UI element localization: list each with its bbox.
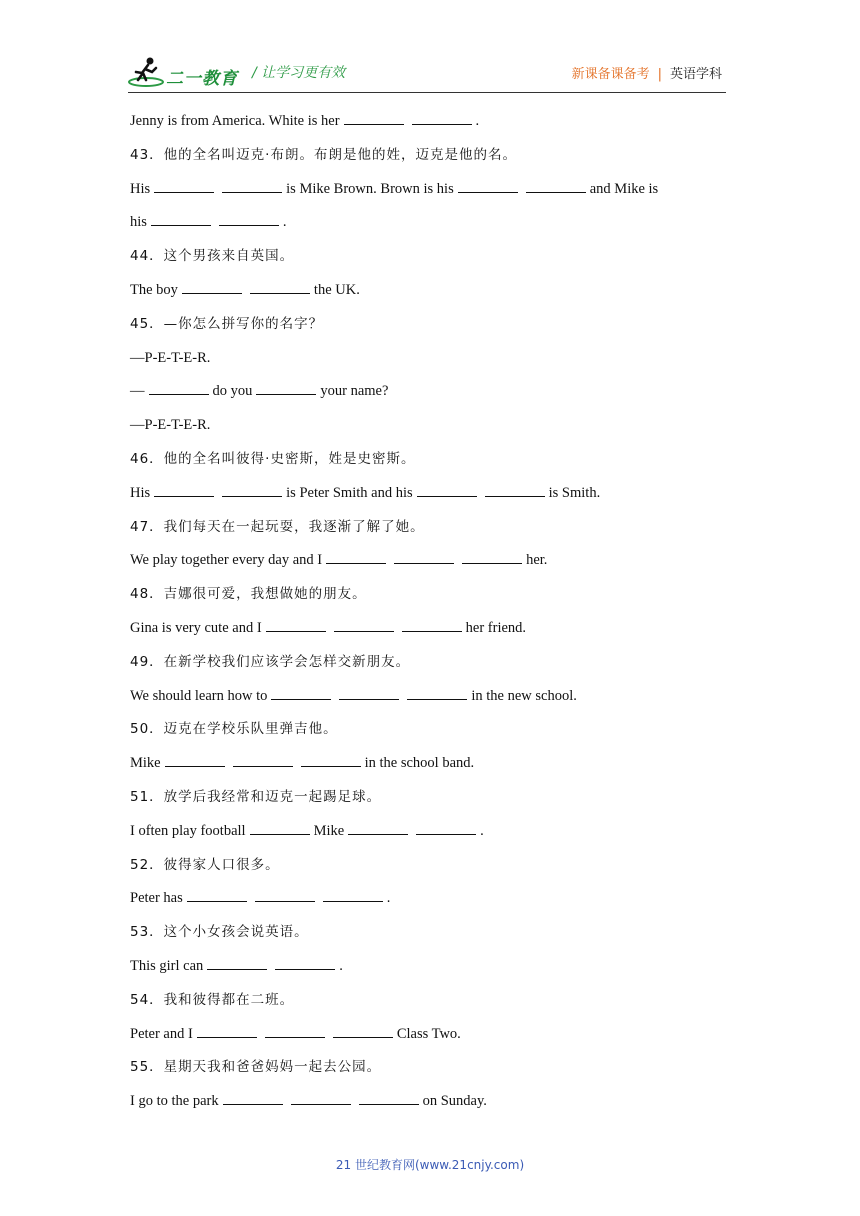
sentence-text: —P-E-T-E-R. — [130, 417, 211, 434]
sentence-text: We play together every day and I — [130, 552, 323, 569]
answer-blank[interactable] — [407, 685, 467, 700]
answer-blank[interactable] — [265, 1023, 325, 1038]
question-prompt: 44．这个男孩来自英国。 — [130, 248, 295, 265]
answer-blank[interactable] — [485, 482, 545, 497]
answer-blank[interactable] — [271, 685, 331, 700]
answer-blank[interactable] — [182, 279, 242, 294]
header-rule — [128, 92, 726, 93]
question-prompt: 49．在新学校我们应该学会怎样交新朋友。 — [130, 653, 411, 670]
answer-blank[interactable] — [219, 211, 279, 226]
sentence-text: . — [475, 113, 480, 129]
sentence-text: is Peter Smith and his — [286, 484, 413, 501]
sentence-text: This girl can — [130, 957, 204, 974]
sentence-text: — — [130, 383, 145, 400]
question-prompt: 50．迈克在学校乐队里弹吉他。 — [130, 721, 338, 738]
course-label: 新课备课备考 — [571, 67, 650, 82]
answer-line — [130, 108, 730, 142]
question-prompt: 54．我和彼得都在二班。 — [130, 991, 295, 1008]
question-prompt: 43．他的全名叫迈克·布朗。布朗是他的姓，迈克是他的名。 — [130, 146, 517, 163]
answer-blank[interactable] — [223, 1090, 283, 1105]
sentence-text: do you — [212, 383, 253, 400]
question-prompt: 48．吉娜很可爱，我想做她的朋友。 — [130, 586, 367, 603]
answer-blank[interactable] — [334, 617, 394, 632]
answer-blank[interactable] — [154, 178, 214, 193]
sentence-text: The boy — [130, 281, 178, 298]
question-list — [130, 108, 730, 1122]
sentence-text: His — [130, 180, 151, 197]
slogan: / 让学习更有效 — [252, 65, 346, 81]
answer-blank[interactable] — [197, 1023, 257, 1038]
answer-blank[interactable] — [250, 279, 310, 294]
sentence-text: I go to the park — [130, 1093, 219, 1110]
sentence-text: Peter and I — [130, 1025, 193, 1042]
sentence-text: and Mike is — [589, 180, 659, 197]
answer-line — [130, 378, 730, 412]
sentence-text: Mike — [313, 822, 345, 839]
answer-blank[interactable] — [233, 752, 293, 767]
answer-line — [130, 1088, 730, 1122]
subject-label — [572, 63, 722, 82]
sentence-text: We should learn how to — [130, 687, 268, 704]
answer-blank[interactable] — [348, 820, 408, 835]
sentence-text: is Smith. — [548, 484, 601, 501]
logo-text: 二一教育 — [166, 69, 238, 89]
answer-blank[interactable] — [187, 887, 247, 902]
logo — [128, 56, 248, 90]
answer-blank[interactable] — [255, 887, 315, 902]
answer-blank[interactable] — [417, 482, 477, 497]
sentence-text: Peter has — [130, 890, 183, 907]
answer-blank[interactable] — [151, 211, 211, 226]
question-prompt: 51．放学后我经常和迈克一起踢足球。 — [130, 788, 382, 805]
answer-line — [130, 480, 730, 514]
answer-line — [130, 818, 730, 852]
answer-blank[interactable] — [412, 110, 472, 125]
answer-line — [130, 953, 730, 987]
sentence-text: his — [130, 214, 147, 231]
page-header — [128, 52, 728, 92]
runner-logo-icon — [128, 56, 164, 88]
subject-name: 英语学科 — [669, 67, 722, 82]
answer-blank[interactable] — [291, 1090, 351, 1105]
answer-blank[interactable] — [394, 549, 454, 564]
answer-blank[interactable] — [323, 887, 383, 902]
answer-line — [130, 176, 730, 210]
answer-blank[interactable] — [256, 380, 316, 395]
sentence-text: on Sunday. — [422, 1093, 487, 1110]
answer-blank[interactable] — [326, 549, 386, 564]
page-footer: 21 世纪教育网(www.21cnjy.com) — [335, 1158, 525, 1172]
answer-line — [130, 277, 730, 311]
answer-line — [130, 547, 730, 581]
sentence-text: your name? — [320, 383, 389, 400]
question-prompt: 55．星期天我和爸爸妈妈一起去公园。 — [130, 1059, 382, 1076]
sentence-text: I often play football — [130, 822, 246, 839]
answer-blank[interactable] — [359, 1090, 419, 1105]
answer-blank[interactable] — [207, 955, 267, 970]
answer-blank[interactable] — [154, 482, 214, 497]
answer-blank[interactable] — [222, 482, 282, 497]
answer-blank[interactable] — [402, 617, 462, 632]
answer-blank[interactable] — [526, 178, 586, 193]
question-prompt: 45．—你怎么拼写你的名字？ — [130, 315, 324, 332]
answer-line — [130, 345, 730, 379]
answer-line — [130, 209, 730, 243]
sentence-text: in the new school. — [471, 687, 577, 704]
answer-blank[interactable] — [301, 752, 361, 767]
answer-blank[interactable] — [462, 549, 522, 564]
sentence-text: . — [480, 822, 484, 839]
sentence-text: her. — [526, 552, 548, 569]
answer-line — [130, 615, 730, 649]
answer-line — [130, 885, 730, 919]
answer-blank[interactable] — [333, 1023, 393, 1038]
question-prompt: 53．这个小女孩会说英语。 — [130, 924, 309, 941]
sentence-text: —P-E-T-E-R. — [130, 349, 211, 366]
answer-blank[interactable] — [222, 178, 282, 193]
sentence-text: Jenny is from America. White is her — [130, 113, 340, 129]
header-separator: | — [657, 67, 662, 82]
sentence-text: the UK. — [313, 281, 360, 298]
sentence-text: Mike — [130, 755, 161, 772]
sentence-text: her friend. — [465, 619, 527, 636]
answer-line — [130, 683, 730, 717]
answer-blank[interactable] — [416, 820, 476, 835]
answer-line — [130, 412, 730, 446]
answer-blank[interactable] — [250, 820, 310, 835]
sentence-text: Class Two. — [396, 1025, 461, 1042]
sentence-text: . — [282, 214, 287, 231]
answer-blank[interactable] — [165, 752, 225, 767]
answer-blank[interactable] — [275, 955, 335, 970]
answer-blank[interactable] — [458, 178, 518, 193]
sentence-text: . — [386, 890, 391, 907]
question-prompt: 52．彼得家人口很多。 — [130, 856, 280, 873]
sentence-text: . — [339, 957, 343, 974]
answer-line — [130, 1021, 730, 1055]
answer-blank[interactable] — [149, 380, 209, 395]
answer-blank[interactable] — [339, 685, 399, 700]
answer-blank[interactable] — [266, 617, 326, 632]
answer-line — [130, 750, 730, 784]
sentence-text: Gina is very cute and I — [130, 619, 262, 636]
sentence-text: His — [130, 484, 151, 501]
question-prompt: 46．他的全名叫彼得·史密斯，姓是史密斯。 — [130, 450, 416, 467]
sentence-text: is Mike Brown. Brown is his — [286, 180, 454, 197]
answer-blank[interactable] — [344, 110, 404, 125]
sentence-text: in the school band. — [364, 755, 475, 772]
question-prompt: 47．我们每天在一起玩耍，我逐渐了解了她。 — [130, 518, 425, 535]
